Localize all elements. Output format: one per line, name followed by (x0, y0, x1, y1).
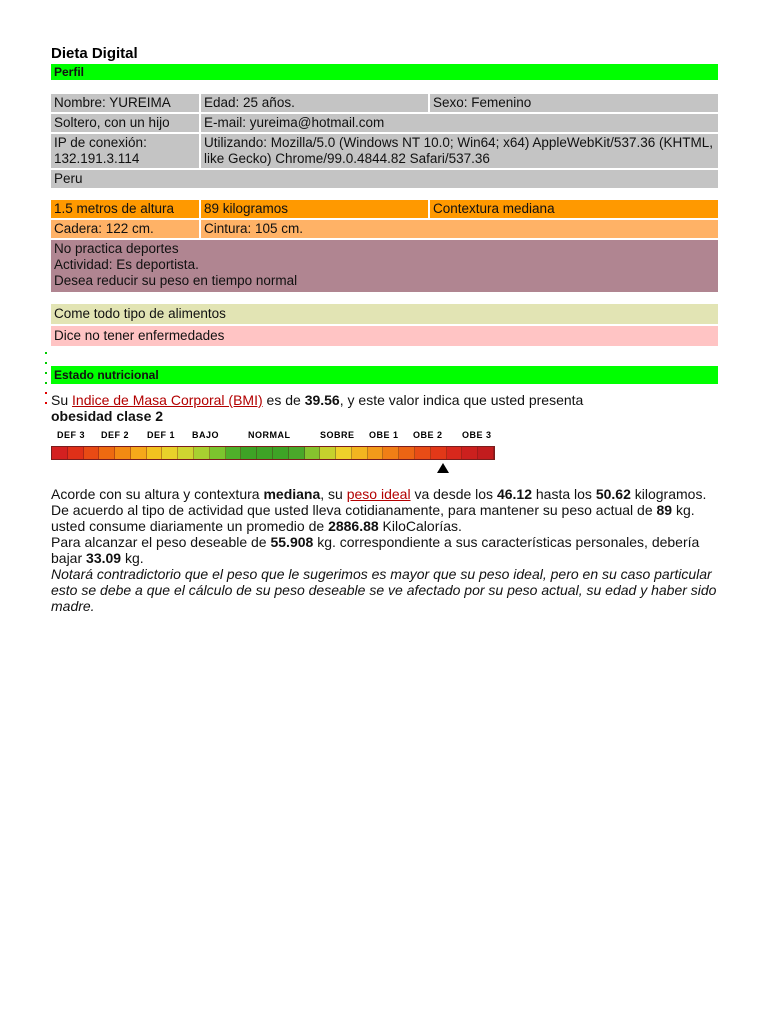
scale-segment (447, 447, 463, 459)
profile-row (51, 114, 718, 132)
margin-dots (45, 352, 48, 412)
text-span: , su (320, 486, 347, 502)
profile-table (49, 92, 720, 190)
scale-segment (383, 447, 399, 459)
bmi-scale (51, 430, 495, 474)
bmi-marker-icon (437, 463, 449, 473)
scale-segment (305, 447, 321, 459)
pais-cell: Peru (51, 170, 718, 188)
bmi-classification: obesidad clase 2 (51, 408, 164, 424)
alimentos-cell: Come todo tipo de alimentos (51, 304, 718, 324)
body-row (51, 220, 718, 238)
section-header-perfil: Perfil (51, 64, 718, 80)
bmi-scale-bar (51, 446, 495, 460)
activity-row (51, 240, 718, 292)
ideal-max-value: 50.62 (595, 486, 631, 502)
scale-segment (320, 447, 336, 459)
habits-table (49, 302, 720, 348)
bmi-intro-text: Su (51, 392, 73, 408)
scale-label: BAJO (192, 430, 220, 440)
text-span: kg. usted consume diariamente un promedio de (51, 502, 695, 534)
desired-weight-value: 55.908 (270, 534, 314, 550)
profile-row (51, 134, 718, 168)
scale-segment (241, 447, 257, 459)
margin-dot (45, 362, 47, 364)
text-span: kg. correspondiente a sus características personales, debería bajar (51, 534, 700, 566)
habits-row (51, 304, 718, 324)
scale-segment (194, 447, 210, 459)
body-table (49, 198, 720, 294)
cintura-cell: Cintura: 105 cm. (201, 220, 718, 238)
scale-segment (336, 447, 352, 459)
margin-dot (45, 372, 47, 374)
deportes-text: No practica deportes (54, 241, 179, 256)
scale-segment (115, 447, 131, 459)
altura-cell: 1.5 metros de altura (51, 200, 199, 218)
text-span: Acorde con su altura y contextura (51, 486, 264, 502)
ideal-weight-paragraph (51, 486, 718, 502)
bmi-scale-labels (51, 430, 495, 442)
scale-segment (147, 447, 163, 459)
scale-label: DEF 2 (101, 430, 130, 440)
scale-segment (415, 447, 431, 459)
scale-label: SOBRE (320, 430, 355, 440)
scale-segment (368, 447, 384, 459)
scale-segment (431, 447, 447, 459)
scale-label: DEF 3 (57, 430, 86, 440)
activity-cell (51, 240, 718, 292)
report-page (51, 44, 718, 614)
margin-dot (45, 352, 47, 354)
text-span: va desde los (410, 486, 497, 502)
ip-cell: IP de conexión: 132.191.3.114 (51, 134, 199, 168)
sexo-cell: Sexo: Femenino (430, 94, 718, 112)
scale-segment (462, 447, 478, 459)
peso-cell: 89 kilogramos (201, 200, 428, 218)
bmi-value: 39.56 (304, 392, 340, 408)
scale-label: OBE 3 (462, 430, 492, 440)
edad-cell: Edad: 25 años. (201, 94, 428, 112)
text-span: Para alcanzar el peso deseable de (51, 534, 271, 550)
scale-segment (478, 447, 494, 459)
ideal-min-value: 46.12 (496, 486, 532, 502)
bmi-mid-text: es de (262, 392, 305, 408)
lose-weight-value: 33.09 (86, 550, 122, 566)
scale-segment (178, 447, 194, 459)
bmi-sentence (51, 392, 718, 424)
scale-label: OBE 2 (413, 430, 443, 440)
user-agent-cell: Utilizando: Mozilla/5.0 (Windows NT 10.0; Win64; x64) AppleWebKit/537.36 (KHTML, like Gecko) Chrome/99.0.4844.82 Safari/537.36 (201, 134, 718, 168)
profile-row (51, 94, 718, 112)
scale-segment (289, 447, 305, 459)
cadera-cell: Cadera: 122 cm. (51, 220, 199, 238)
bmi-after-text: , y este valor indica que usted presenta (339, 392, 584, 408)
estado-civil-cell: Soltero, con un hijo (51, 114, 199, 132)
note-paragraph (51, 566, 718, 614)
scale-segment (52, 447, 68, 459)
scale-segment (273, 447, 289, 459)
page-title: Dieta Digital (51, 45, 138, 62)
habits-row (51, 326, 718, 346)
scale-segment (257, 447, 273, 459)
enfermedades-cell: Dice no tener enfermedades (51, 326, 718, 346)
scale-segment (352, 447, 368, 459)
scale-segment (131, 447, 147, 459)
nombre-cell: Nombre: YUREIMA (51, 94, 199, 112)
scale-segment (162, 447, 178, 459)
results-text (51, 486, 718, 614)
text-span: kg. (121, 550, 144, 566)
text-span: hasta los (532, 486, 596, 502)
text-span: kilogramos. (630, 486, 707, 502)
body-row (51, 200, 718, 218)
margin-dot (45, 382, 47, 384)
scale-label: DEF 1 (147, 430, 176, 440)
bmi-link[interactable]: Indice de Masa Corporal (BMI) (72, 392, 263, 408)
scale-segment (210, 447, 226, 459)
text-span: KiloCalorías. (378, 518, 462, 534)
scale-segment (399, 447, 415, 459)
text-span: De acuerdo al tipo de actividad que usted lleva cotidianamente, para mantener su peso actual de (51, 502, 657, 518)
email-cell: E-mail: yureima@hotmail.com (201, 114, 718, 132)
margin-dot (45, 402, 47, 404)
contextura-value: mediana (263, 486, 321, 502)
kcal-value: 2886.88 (328, 518, 379, 534)
objetivo-text: Desea reducir su peso en tiempo normal (54, 273, 298, 288)
scale-segment (84, 447, 100, 459)
contextura-cell: Contextura mediana (430, 200, 718, 218)
scale-label: OBE 1 (369, 430, 399, 440)
margin-dot (45, 392, 47, 394)
scale-segment (99, 447, 115, 459)
scale-label: NORMAL (248, 430, 291, 440)
calories-paragraph (51, 502, 718, 534)
profile-row (51, 170, 718, 188)
scale-segment (68, 447, 84, 459)
target-weight-paragraph (51, 534, 718, 566)
peso-ideal-link[interactable]: peso ideal (346, 486, 411, 502)
note-text: Notará contradictorio que el peso que le sugerimos es mayor que su peso ideal, pero en su caso particular esto se debe a que el cálculo de su peso deseable se ve afectado por su peso actual, su edad y haber sido madre. (51, 566, 717, 614)
current-weight-value: 89 (656, 502, 673, 518)
section-header-nutricional: Estado nutricional (51, 366, 718, 384)
actividad-text: Actividad: Es deportista. (54, 257, 199, 272)
scale-segment (226, 447, 242, 459)
